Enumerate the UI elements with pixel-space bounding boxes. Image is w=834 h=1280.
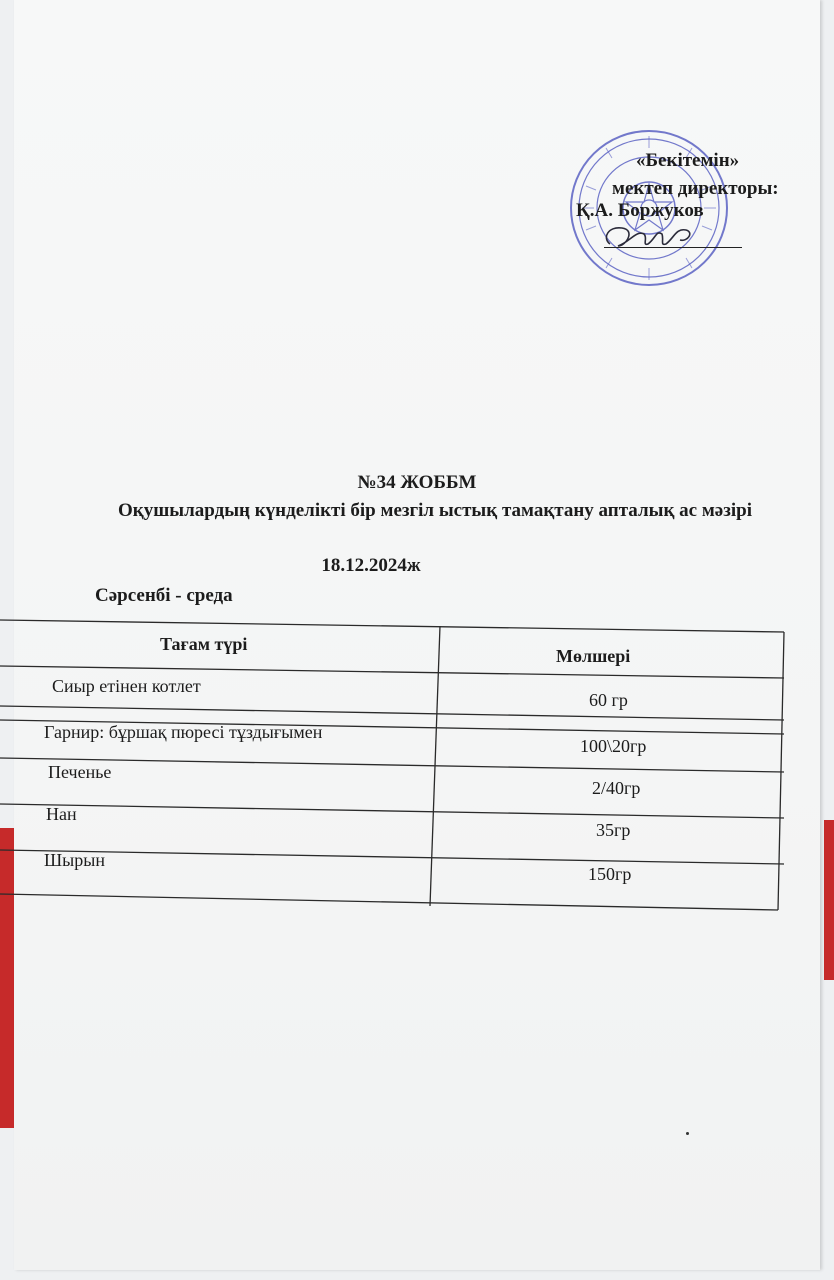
- menu-title: Оқушылардың күнделікті бір мезгіл ыстық тамақтану апталық ас мәзірі: [118, 500, 752, 521]
- ink-speck: [686, 1132, 689, 1135]
- day-label: Сәрсенбі - среда: [95, 585, 233, 606]
- approval-role: мектеп директоры:: [612, 178, 779, 199]
- table-row-dish: Сиыр етінен котлет: [52, 676, 201, 696]
- table-grid: [0, 616, 834, 916]
- table-row-amount: 35гр: [596, 820, 631, 840]
- column-header-dish: Тағам түрі: [160, 634, 248, 654]
- table-row-dish: Гарнир: бұршақ пюресі тұздығымен: [44, 722, 323, 742]
- menu-date: 18.12.2024ж: [321, 555, 421, 576]
- approval-title: «Бекітемін»: [636, 150, 740, 171]
- table-row-amount: 60 гр: [589, 690, 628, 710]
- approval-name: Қ.А. Боржуков: [576, 200, 704, 221]
- menu-table: [0, 616, 834, 916]
- signature-icon: [596, 216, 700, 256]
- table-row-dish: Печенье: [48, 762, 112, 782]
- column-header-amount: Мөлшері: [556, 646, 631, 666]
- signature-line: [604, 247, 742, 248]
- school-name: №34 ЖОББМ: [357, 472, 477, 493]
- table-row-amount: 2/40гр: [592, 778, 641, 798]
- table-row-amount: 100\20гр: [580, 736, 647, 756]
- table-row-amount: 150гр: [588, 864, 632, 884]
- table-row-dish: Шырын: [44, 850, 105, 870]
- table-row-dish: Нан: [46, 804, 77, 824]
